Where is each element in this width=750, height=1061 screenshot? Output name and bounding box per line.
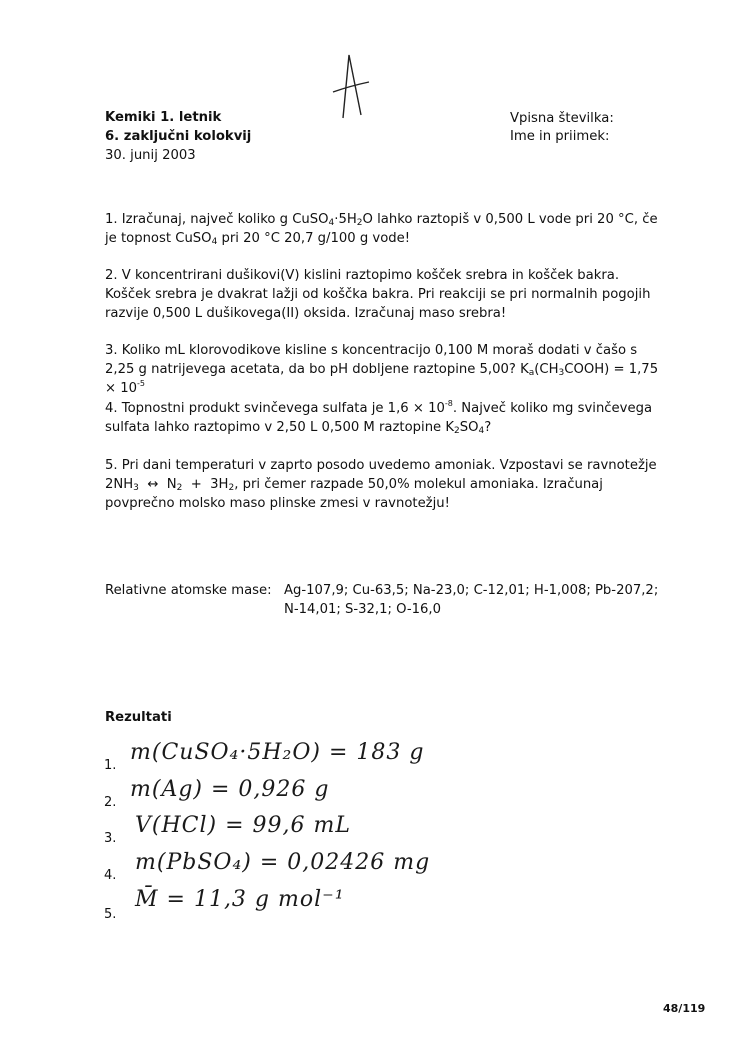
enrollment-label: Vpisna številka: <box>510 111 614 126</box>
result-number: 2. <box>104 795 117 810</box>
exam-title: 6. zaključni kolokvij <box>105 129 252 144</box>
result-number: 3. <box>104 831 117 846</box>
result-answer: m(Ag) = 0,926 g <box>130 777 330 802</box>
page-number: 48/119 <box>663 1002 706 1015</box>
question-1: 1. Izračunaj, največ koliko g $CuSO_4\cdot 5H_2O$ lahko raztopiš v 0,500 L vode pri 20 °C, če je topnost CuSO$_4$ pri 20 °C 20,7 g/100 g vode! <box>105 212 658 247</box>
result-number: 5. <box>104 907 117 922</box>
atomic-masses-line-2: N-14,01; S-32,1; O-16,0 <box>284 602 442 617</box>
result-answer: V(HCl) = 99,6 mL <box>135 813 351 838</box>
results-title: Rezultati <box>105 710 172 725</box>
handwritten-mark <box>325 50 375 125</box>
question-4: 4. Topnostni produkt svinčevega sulfata je $1,6 \times 10^{-8}$. Največ koliko mg svinčevega sulfata lahko raztopimo v 2,50 L 0,500 M raztopine $K_2SO_4$? <box>105 399 653 436</box>
result-answer: m(PbSO₄) = 0,02426 mg <box>135 850 431 875</box>
result-answer: M̄ = 11,3 g mol⁻¹ <box>135 887 345 912</box>
result-answer: m(CuSO₄·5H₂O) = 183 g <box>130 740 425 765</box>
atomic-masses-label: Relativne atomske mase: <box>105 583 272 598</box>
course-title: Kemiki 1. letnik <box>105 110 222 125</box>
question-5: 5. Pri dani temperaturi v zaprto posodo uvedemo amoniak. Vzpostavi se ravnotežje $2NH_3$ ↔ $N_2 + 3H_2$, pri čemer razpade 50,0% molekul amoniaka. Izračunaj povprečno molsko maso plinske zmesi v ravnotežju! <box>105 458 657 511</box>
name-label: Ime in priimek: <box>510 129 610 144</box>
result-number: 1. <box>104 758 117 773</box>
exam-date: 30. junij 2003 <box>105 148 196 163</box>
question-2: 2. V koncentrirani dušikovi(V) kislini raztopimo košček srebra in košček bakra. Košček srebra je dvakrat lažji od koščka bakra. Pri reakciji se pri normalnih pogojih razvije 0,500 L dušikovega(II) oksida. Izračunaj maso srebra! <box>105 268 651 321</box>
result-number: 4. <box>104 868 117 883</box>
question-3: 3. Koliko mL klorovodikove kisline s koncentracijo 0,100 M moraš dodati v čašo s 2,25 g natrijevega acetata, da bo pH dobljene raztopine 5,00? $K_a(CH_3COOH) = 1,75 \times 10^{-5}$ <box>105 343 659 396</box>
atomic-masses-line-1: Ag-107,9; Cu-63,5; Na-23,0; C-12,01; H-1,008; Pb-207,2; <box>284 583 659 598</box>
